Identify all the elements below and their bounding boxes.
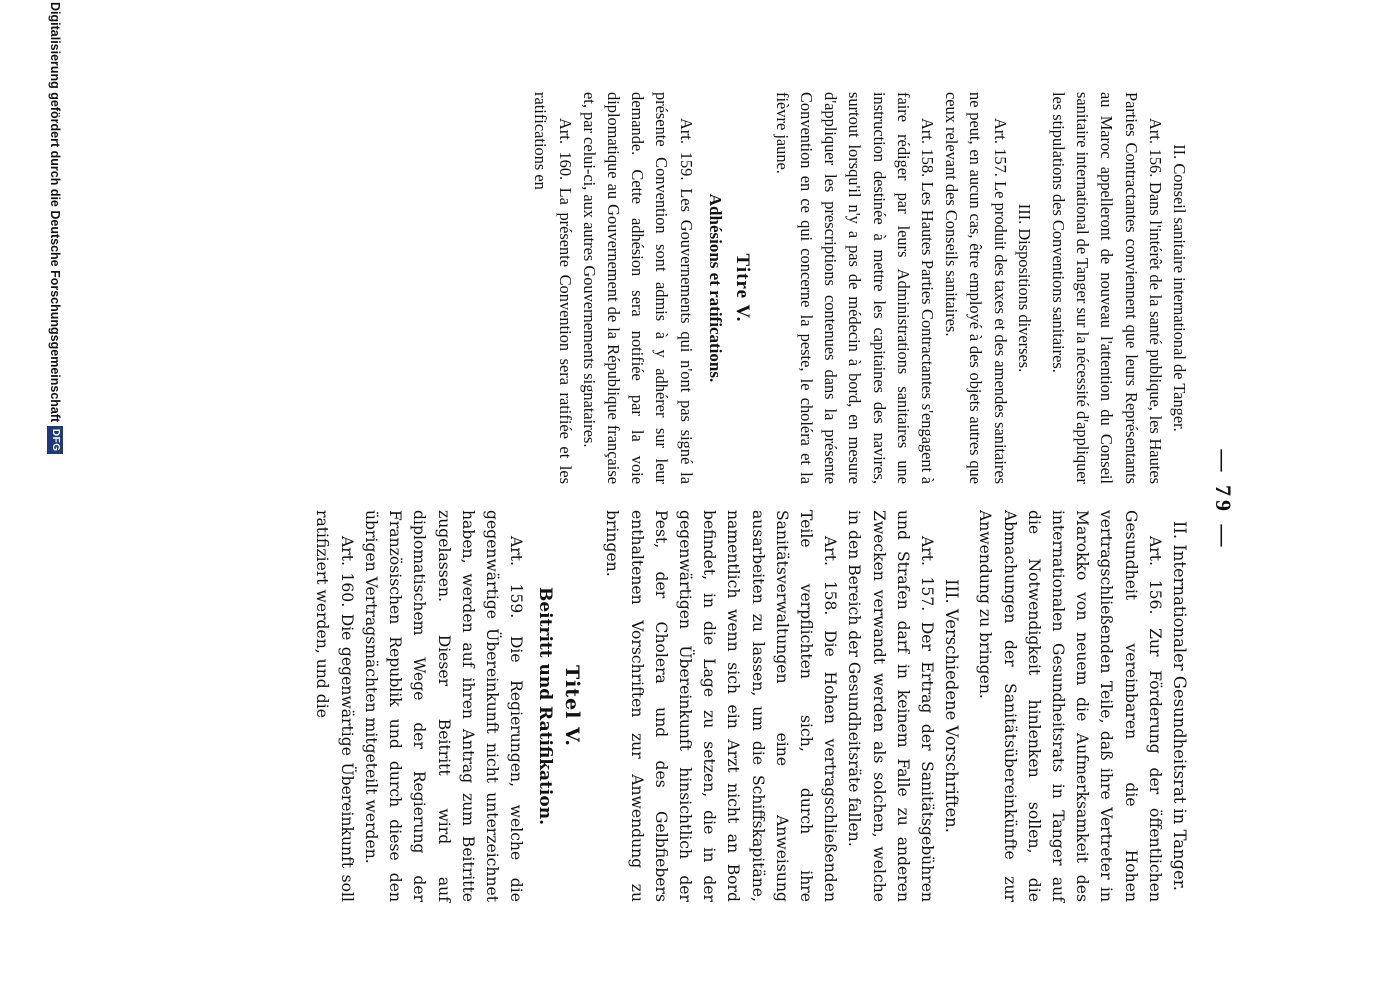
french-article-159: Art. 159. Les Gouvernements qui n'ont pas signé la présente Convention sont admis à y adhérer sur leur demande. Cette adhésion sera notifiée par la voie diplomatique au Gouvernement de la République française et, par celui-ci, aux autres Gouvernements signataires. xyxy=(579,92,696,484)
french-title-subheading: Adhésions et ratifications. xyxy=(705,193,725,383)
page-number: — 79 — xyxy=(1211,449,1236,551)
german-column xyxy=(310,510,1191,902)
german-article-159: Art. 159. Die Regierungen, welche die gegenwärtige Übereinkunft nicht unterzeichnet haben, werden auf ihren Antrag zum Beitritte zugelassen. Dieser Beitritt wird auf diplomatischem Wege der Regierung der Französischen Republik und durch diese den übrigen Vertragsmächten mitgeteilt werden. xyxy=(361,510,526,902)
french-section-heading-dispositions: III. Dispositions diverses. xyxy=(1014,203,1034,373)
german-section-heading-vorschriften: III. Verschiedene Vorschriften. xyxy=(942,579,962,833)
french-article-156: Art. 156. Dans l'intérêt de la santé publique, les Hautes Parties Contractantes conviennent que leurs Représentants au Maroc appelleront de nouveau l'attention du Conseil sanitaire international de Tanger sur la nécessité d'appliquer les stipulations des Conventions sanitaires. xyxy=(1048,92,1165,484)
digitization-credit-text: Digitalisierung gefördert durch die Deutsche Forschungsgemeinschaft xyxy=(48,2,62,423)
french-title: Titre V. xyxy=(731,253,753,323)
german-article-156: Art. 156. Zur Förderung der öffentlichen Gesundheit vereinbaren die Hohen vertragschließenden Teile, daß ihre Vertreter in Marokko von neuem die Aufmerksamkeit des internationalen Gesundheitsrats in Tanger auf die Notwendigkeit hinlenken sollen, die Abmachungen der Sanitätsübereinkünfte zur Anwendung zu bringen. xyxy=(976,510,1164,902)
french-section-heading-conseil: II. Conseil sanitaire international de Tanger. xyxy=(1170,144,1189,432)
german-section-heading-gesundheitsrat: II. Internationaler Gesundheitsrat in Tanger. xyxy=(1170,520,1189,891)
french-article-160: Art. 160. La présente Convention sera ratifiée et les ratifications en xyxy=(531,92,575,484)
german-article-158: Art. 158. Die Hohen vertragschließenden Teile verpflichten sich, durch ihre Sanitätsverwaltungen eine Anweisung ausarbeiten zu lassen, um die Schiffskapitäne, namentlich wenn sich ein Arzt nicht an Bord befindet, in die Lage zu setzen, die in der gegenwärtigen Übereinkunft hinsichtlich der Pest, der Cholera und des Gelbfiebers enthaltenen Vorschriften zur Anwendung zu bringen. xyxy=(603,510,840,902)
french-article-157: Art. 157. Le produit des taxes et des amendes sanitaires ne peut, en aucun cas, être employé à des objets autres que ceux relevant des Conseils sanitaires. xyxy=(942,92,1010,484)
digitization-credit xyxy=(47,0,63,1002)
german-article-157: Art. 157. Der Ertrag der Sanitätsgebühren und Strafen darf in keinem Falle zu anderen Zwecken verwandt werden als solchen, welche in den Bereich der Gesundheitsräte fallen. xyxy=(845,510,936,902)
dfg-logo: DFG xyxy=(47,426,63,454)
french-column xyxy=(528,92,1191,484)
french-article-158: Art. 158. Les Hautes Parties Contractantes s'engagent à faire rédiger par leurs Administrations sanitaires une instruction destinée à mettre les capitaines des navires, surtout lorsqu'il n'y a pas de médecin à bord, en mesure d'appliquer les prescriptions contenues dans la présente Convention en ce qui concerne la peste, le choléra et la fièvre jaune. xyxy=(772,92,937,484)
german-article-160: Art. 160. Die gegenwärtige Übereinkunft soll ratifiziert werden, und die xyxy=(313,510,356,902)
german-title: Titel V. xyxy=(561,664,584,748)
german-title-subheading: Beitritt und Ratifikation. xyxy=(535,587,556,825)
